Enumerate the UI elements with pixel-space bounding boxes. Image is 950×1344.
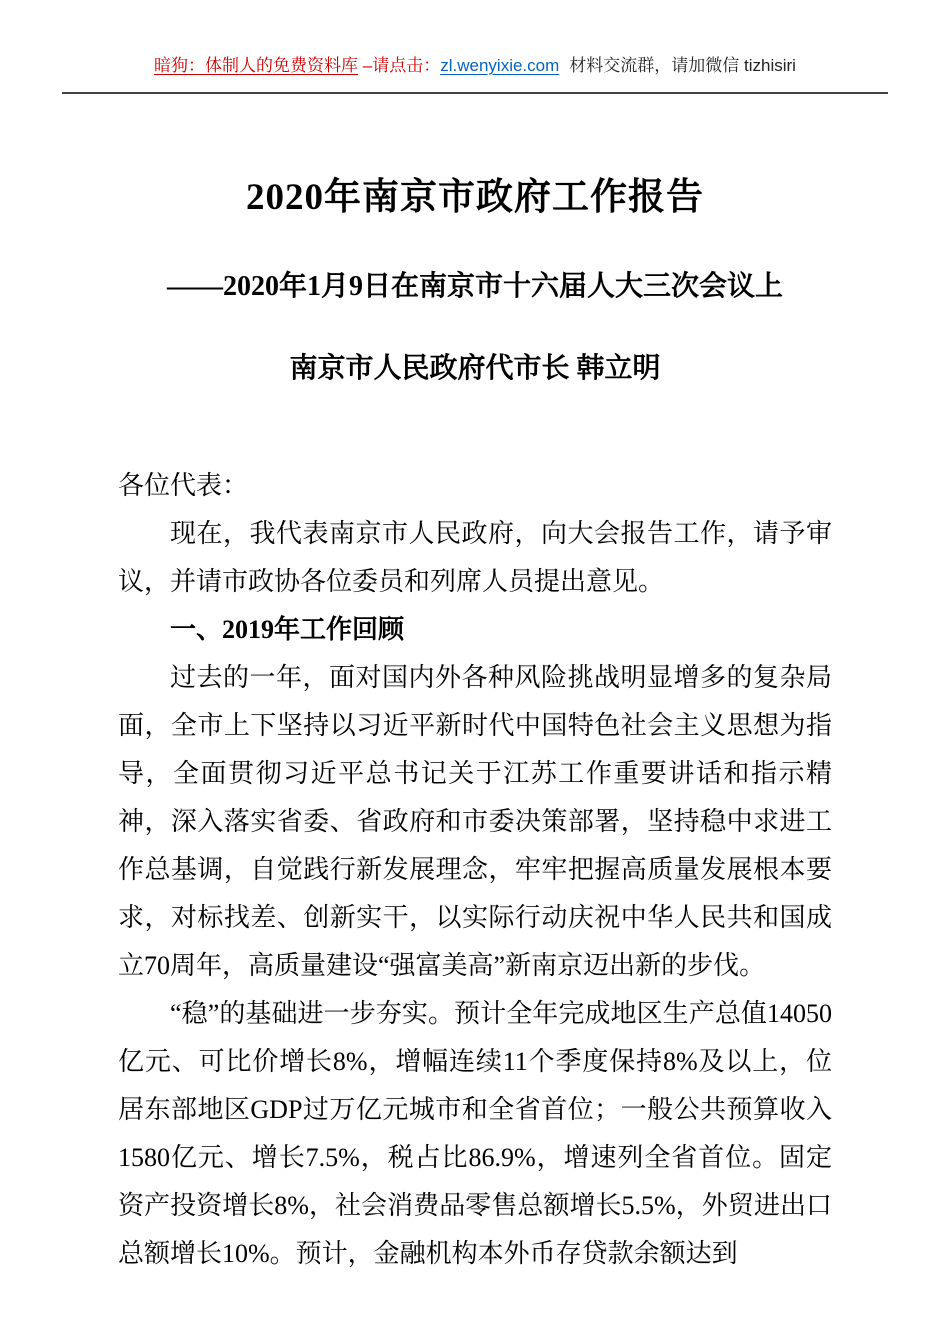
paragraph: “稳”的基础进一步夯实。预计全年完成地区生产总值14050亿元、可比价增长8%，增幅连续11个季度保持8%及以上，位居东部地区GDP过万亿元城市和全省首位；一般公共预算收入1580亿元、增长7.5%，税占比86.9%，增速列全省首位。固定资产投资增长8%，社会消费品零售总额增长5.5%，外贸进出口总额增长10%。预计，金融机构本外币存贷款余额达到 — [118, 999, 832, 1268]
promo-link[interactable]: zl.wenyixie.com — [440, 56, 560, 75]
promo-banner — [0, 0, 950, 77]
header-divider — [62, 92, 888, 94]
promo-banner-title: 暗狗：体制人的免费资料库 — [154, 56, 359, 75]
paragraph: 过去的一年，面对国内外各种风险挑战明显增多的复杂局面，全市上下坚持以习近平新时代中国特色社会主义思想为指导，全面贯彻习近平总书记关于江苏工作重要讲话和指示精神，深入落实省委、省政府和市委决策部署，坚持稳中求进工作总基调，自觉践行新发展理念，牢牢把握高质量发展根本要求，对标找差、创新实干，以实际行动庆祝中华人民共和国成立70周年，高质量建设“强富美高”新南京迈出新的步伐。 — [118, 663, 832, 980]
document-title: 2020年南京市政府工作报告 — [246, 177, 704, 218]
paragraph: 一、2019年工作回顾 — [170, 615, 405, 644]
document-subtitle: ——2020年1月9日在南京市十六届人大三次会议上 — [166, 271, 783, 302]
document-body — [118, 462, 832, 1278]
paragraph: 各位代表： — [118, 471, 249, 500]
document-byline: 南京市人民政府代市长 韩立明 — [289, 353, 661, 384]
promo-banner-action: –请点击： — [358, 56, 441, 75]
paragraph: 现在，我代表南京市人民政府，向大会报告工作，请予审议，并请市政协各位委员和列席人员提出意见。 — [118, 519, 832, 596]
promo-banner-suffix: 材料交流群，请加微信 tizhisiri — [569, 56, 796, 75]
